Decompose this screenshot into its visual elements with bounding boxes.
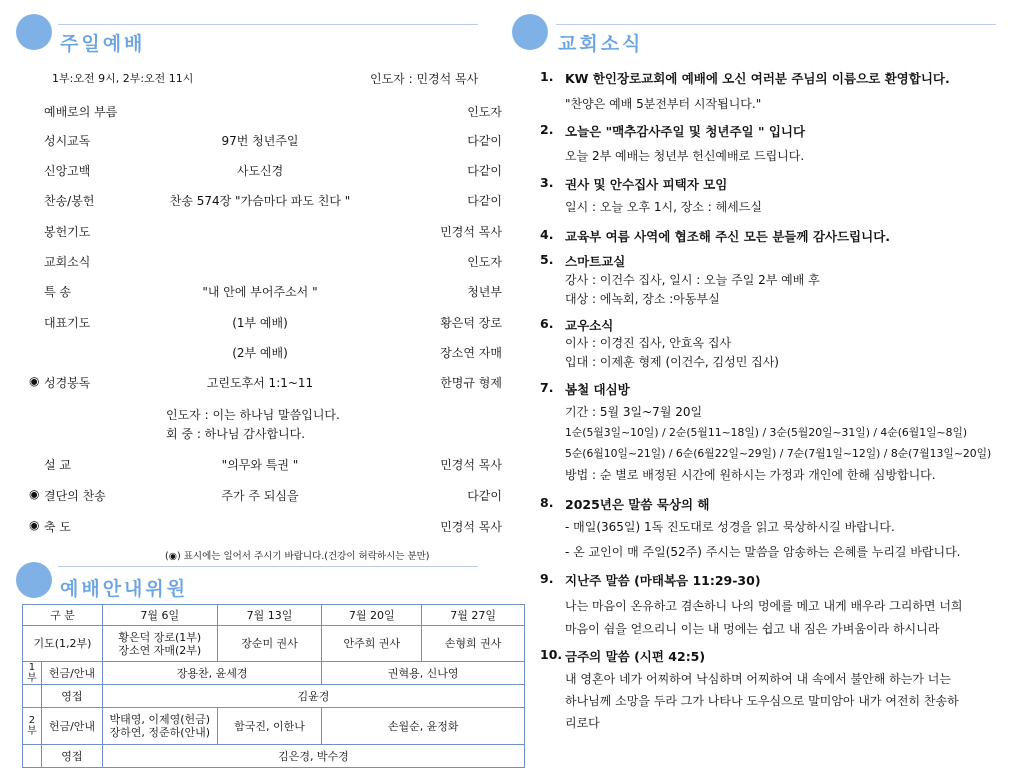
notice-body-line: 하나님께 소망을 두라 그가 나타나 도우심으로 말미암아 내가 여전히 찬송하 [565, 694, 959, 708]
offering-label: 헌금/안내 [48, 719, 96, 733]
order-item-leader: 장소연 자매 [440, 346, 502, 360]
order-item-name: 교회소식 [44, 255, 91, 269]
order-item-name: 봉헌기도 [44, 225, 91, 239]
guide-header-cell: 구 분 [23, 605, 103, 626]
notice-body-line: 기간 : 5월 3일~7월 20일 [565, 405, 703, 419]
offering-label: 헌금/안내 [48, 666, 96, 680]
notice-number: 2. [540, 122, 554, 137]
section-bullet-icon [16, 14, 52, 50]
notice-body-line: 내 영혼아 네가 어찌하여 낙심하며 어찌하여 내 속에서 불안해 하는가 너는 [565, 672, 951, 686]
order-item-content: 고린도후서 1:1~11 [206, 376, 314, 390]
notice-title: 권사 및 안수집사 피택자 모임 [565, 177, 728, 192]
order-item-content: "내 안에 부어주소서 " [202, 285, 318, 299]
order-item-content: 97번 청년주일 [221, 134, 299, 148]
order-item-name: 축 도 [44, 520, 71, 534]
notice-title: 교육부 여름 사역에 협조해 주신 모든 분들께 감사드립니다. [565, 229, 891, 244]
worship-section-title: 주일예배 [60, 33, 146, 55]
prayer-cell: 손형희 권사 [422, 626, 525, 662]
notice-number: 10. [540, 647, 563, 662]
order-item-name: 신앙고백 [44, 164, 91, 178]
notice-body-line: 나는 마음이 온유하고 겸손하니 나의 멍에를 메고 내게 배우라 그리하면 너희 [565, 599, 963, 613]
notice-number: 1. [540, 69, 554, 84]
order-item-content: 주가 주 되심을 [221, 489, 299, 503]
order-item-name: 특 송 [44, 285, 71, 299]
part1-label-spacer [23, 685, 42, 707]
order-item-leader: 인도자 [467, 255, 502, 269]
order-item-name: 성경봉독 [44, 376, 91, 390]
response-leader: 인도자 : 이는 하나님 말씀입니다. [166, 408, 340, 422]
p1-offering-a: 장용찬, 윤세경 [102, 662, 322, 685]
table-row [23, 745, 525, 768]
guide-header-divider [58, 566, 478, 567]
p2-offering-c: 손월순, 윤정화 [322, 708, 525, 745]
p1-offering-b: 권혁용, 신나영 [322, 662, 525, 685]
table-row [23, 626, 525, 662]
order-item-name: 예배로의 부름 [44, 105, 118, 119]
order-item-content: (2부 예배) [232, 346, 288, 360]
section-bullet-icon [16, 562, 52, 598]
order-item-name: 성시교독 [44, 134, 91, 148]
order-item-name: 결단의 찬송 [44, 489, 106, 503]
notice-title: 봄철 대심방 [565, 382, 630, 397]
notice-title: KW 한인장로교회에 예배에 오신 여러분 주님의 이름으로 환영합니다. [565, 71, 950, 86]
table-row [23, 662, 525, 685]
p2-greeting: 김은경, 박수경 [102, 745, 524, 768]
order-mark: ◉ [29, 374, 40, 388]
order-item-content: "의무와 특권 " [221, 458, 299, 472]
notice-body-line: 입대 : 이제훈 형제 (이건수, 김성민 집사) [565, 355, 779, 369]
guide-header-cell: 7월 6일 [102, 605, 217, 626]
worship-times: 1부:오전 9시, 2부:오전 11시 [52, 72, 194, 85]
order-item-leader: 다같이 [467, 489, 502, 503]
prayer-cell: 황은덕 장로(1부) 장소연 자매(2부) [102, 626, 217, 662]
order-item-leader: 민경석 목사 [440, 520, 502, 534]
order-item-name: 설 교 [44, 458, 71, 472]
order-item-leader: 황은덕 장로 [440, 316, 502, 330]
guide-header-cell: 7월 13일 [217, 605, 322, 626]
notice-number: 9. [540, 571, 554, 586]
notices-section-title: 교회소식 [558, 33, 644, 55]
notice-body-line: "찬양은 예배 5분전부터 시작됩니다." [565, 97, 762, 111]
guide-table [22, 604, 525, 768]
notice-number: 6. [540, 316, 554, 331]
order-item-leader: 민경석 목사 [440, 458, 502, 472]
notice-body-line: 1순(5월3일~10일) / 2순(5월11~18일) / 3순(5월20일~31일) / 4순(6월1일~8일) [565, 426, 968, 439]
notice-title: 교우소식 [565, 318, 614, 333]
prayer-cell: 장순미 권사 [217, 626, 322, 662]
notice-number: 5. [540, 252, 554, 267]
standing-footnote: (◉) 표시에는 일어서 주시기 바랍니다.(건강이 허락하시는 분만) [165, 551, 430, 562]
part1-offering-cell [23, 662, 103, 685]
order-item-leader: 인도자 [467, 105, 502, 119]
notice-body-line: 오늘 2부 예배는 청년부 헌신예배로 드립니다. [565, 149, 805, 163]
order-item-leader: 민경석 목사 [440, 225, 502, 239]
order-item-content: 찬송 574장 "가슴마다 파도 친다 " [169, 194, 351, 208]
notice-title: 금주의 말씀 (시편 42:5) [565, 649, 706, 664]
order-item-leader: 다같이 [467, 194, 502, 208]
part2-greeting-cell [23, 745, 103, 768]
notice-number: 7. [540, 380, 554, 395]
p2-offering-b: 함국진, 이한나 [217, 708, 322, 745]
table-row [23, 708, 525, 745]
order-item-leader: 다같이 [467, 164, 502, 178]
order-item-content: (1부 예배) [232, 316, 288, 330]
guide-section-title: 예배안내위원 [60, 578, 189, 600]
notice-number: 3. [540, 175, 554, 190]
notice-body-line: 대상 : 에녹회, 장소 :아동부실 [565, 292, 720, 306]
notice-title: 스마트교실 [565, 254, 626, 269]
part1-label: 1 부 [23, 662, 42, 684]
presider-line: 인도자 : 민경석 목사 [370, 72, 479, 86]
notice-body-line: 강사 : 이건수 집사, 일시 : 오늘 주일 2부 예배 후 [565, 273, 820, 287]
notice-body-line: - 매일(365일) 1독 진도대로 성경을 읽고 묵상하시길 바랍니다. [565, 520, 895, 534]
order-item-content: 사도신경 [236, 164, 284, 178]
part1-greeting-cell [23, 685, 103, 708]
order-item-leader: 한명규 형제 [440, 376, 502, 390]
notice-body-line: - 온 교인이 매 주일(52주) 주시는 말씀을 암송하는 은혜를 누리길 바랍니다. [565, 545, 961, 559]
greeting-label: 영접 [61, 689, 83, 703]
notice-body-line: 이사 : 이경진 집사, 안효옥 집사 [565, 336, 732, 350]
notice-body-line: 리로다 [565, 716, 600, 730]
table-row [23, 685, 525, 708]
guide-header-cell: 7월 20일 [322, 605, 422, 626]
prayer-label: 기도(1,2부) [23, 626, 103, 662]
notice-number: 4. [540, 227, 554, 242]
notice-body-line: 마음이 쉼을 얻으리니 이는 내 멍에는 쉽고 내 짐은 가벼움이라 하시니라 [565, 622, 940, 636]
notices-header-divider [556, 24, 996, 25]
greeting-label: 영접 [61, 749, 83, 763]
notice-body-line: 일시 : 오늘 오후 1시, 장소 : 헤세드실 [565, 200, 762, 214]
table-row [23, 605, 525, 626]
response-congregation: 회 중 : 하나님 감사합니다. [166, 427, 306, 441]
notice-body-line: 방법 : 순 별로 배정된 시간에 원하시는 가정과 개인에 한해 심방합니다. [565, 468, 936, 482]
part2-label: 2 부 [23, 708, 42, 744]
notice-title: 2025년은 말씀 묵상의 해 [565, 497, 710, 512]
notice-number: 8. [540, 495, 554, 510]
section-bullet-icon [512, 14, 548, 50]
guide-header-cell: 7월 27일 [422, 605, 525, 626]
p1-greeting: 김윤경 [102, 685, 524, 708]
p2-offering-a: 박태영, 이제영(헌금) 장하연, 정준하(안내) [102, 708, 217, 745]
worship-header-divider [58, 24, 478, 25]
order-item-name: 대표기도 [44, 316, 91, 330]
order-item-leader: 다같이 [467, 134, 502, 148]
notice-body-line: 5순(6월10일~21일) / 6순(6월22일~29일) / 7순(7월1일~12일) / 8순(7월13일~20일) [565, 447, 992, 460]
notice-title: 오늘은 "맥추감사주일 및 청년주일 " 입니다 [565, 124, 806, 139]
order-item-name: 찬송/봉헌 [44, 194, 95, 208]
order-item-leader: 청년부 [467, 285, 502, 299]
notice-title: 지난주 말씀 (마태복음 11:29-30) [565, 573, 761, 588]
order-mark: ◉ [29, 487, 40, 501]
order-mark: ◉ [29, 518, 40, 532]
part2-label-spacer [23, 745, 42, 767]
part2-offering-cell [23, 708, 103, 745]
prayer-cell: 안주희 권사 [322, 626, 422, 662]
